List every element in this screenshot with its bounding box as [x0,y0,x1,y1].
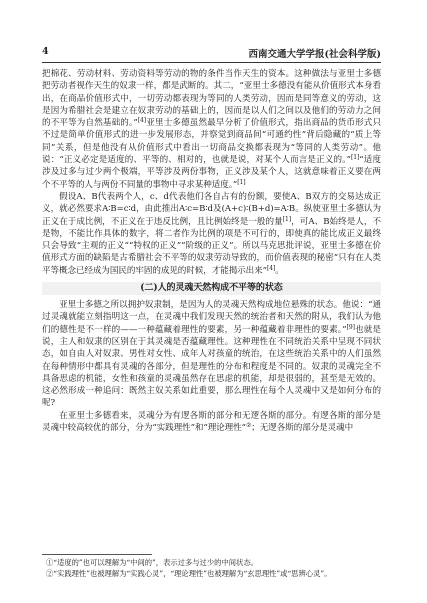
citation-ref: [4] [266,264,276,272]
paragraph-2 [42,191,381,277]
paragraph-3-text: 亚里士多德之所以拥护奴隶制，是因为人的灵魂天然构成地位悬殊的状态。他说：“通过灵魂就能立刻指明这一点，在灵魂中我们发现天然的统治者和天然的附从，我们认为他们的德性是不一样的——一种蕴藏着理性的要素，另一种蕴藏着非理性的要素。” [42,300,381,335]
footnote-1: ①“适度的”也可以理解为“中间的”，表示过多与过少的中间状态。 [46,558,258,567]
citation-ref: [1] [282,215,292,223]
citation-ref: [1] [350,154,360,162]
header-rule [42,62,381,63]
page-number: 4 [42,46,49,57]
paragraph-1-text: 把棉花、劳动材料、劳动资料等劳动的物的条件当作天生的资本。这种做法与亚里士多德把劳动者视作天生的奴隶一样，都是武断的。其二，“亚里士多德没有能从价值形式本身看出，在商品价值形式中，一切劳动都表现为等同的人类劳动，因而是同等意义的劳动，这是因为希腊社会是建立在奴隶劳动的基础上的，因而是以人们之间以及他们的劳动力之间的不平等为自然基础的。” [42,69,381,129]
footnotes [46,557,381,579]
citation-ref: [1] [237,178,246,186]
footnote-rule [42,554,152,555]
paragraph-1-text-c: “适度涉及过多与过少两个极端，平等涉及两份事物，正义涉及某个人，这就意味着正义要在两个不平等的人与两份不同量的事物中寻求某种适度。” [42,155,381,190]
footnote-2: ②“实践理性”也被理解为“实践心灵”，“理论理性”也被理解为“玄思理性”或“思辨心灵”。 [46,569,332,578]
paragraph-2-text: 假设A、B代表两个人，c、d代表他们各自占有的份额，要使A、B双方的交易达成正义，就必然要求A∶B=c∶d，由此推出A∶c=B∶d及(A+c)∶(B+d)=A∶B。纵使亚里士多德认为正义在于成比例，不正义在于违反比例，且比例始终是一般的量 [42,191,381,227]
section-heading: (二)人的灵魂天然构成不平等的状态 [42,282,381,295]
article-body [42,68,381,434]
citation-ref: [9] [346,323,355,331]
running-header [42,46,381,62]
paragraph-4 [42,410,381,435]
paragraph-4-text: 在亚里士多德看来，灵魂分为有逻各斯的部分和无逻各斯的部分。有逻各斯的部分是灵魂中较高较优的部分，分为“实践理性”和“理论理性” [42,410,381,434]
paragraph-3-text-b: 也就是说，主人和奴隶的区别在于其灵魂是否蕴藏理性。这种理性在不同统治关系中呈现不同状态，如自由人对奴隶、男性对女性、成年人对孩童的统治，在这些统治关系中的人们虽然在每种情形中都具有灵魂的各部分，但是理性的分布和程度是不同的。奴隶的灵魂完全不具备思虑的机能，女性和孩童的灵魂虽然存在思虑的机能，却是很弱的，甚至是无效的。这必然形成一种追问：既然主奴关系如此重要，那么理性在每个人灵魂中又是如何分布的呢? [42,324,381,409]
footnote-ref: ② [245,422,252,430]
journal-title: 西南交通大学学报(社会科学版) [248,49,381,60]
paragraph-1-text-b: 亚里士多德虽然最早分析了价值形式，指出商品的货币形式只不过是简单价值形式的进一步发展形态，并察觉到商品间“可通约性”背后隐藏的“质上等同”关系，但是他没有从价值形式中看出一切商品交换都表现为“等同的人类劳动”。他说：“正义必定是适度的、平等的、相对的，也就是说，对某个人而言是正义的。” [42,118,381,166]
paragraph-2-text-c: 。 [275,265,284,276]
paragraph-1 [42,68,381,191]
paragraph-3 [42,299,381,410]
paragraph-4-text-b: ；无逻各斯的部分是灵魂中 [251,423,354,434]
citation-ref: [4] [137,117,147,125]
paragraph-2-text-b: ，可A、B始终是人，不是物，不能比作具体的数字，将二者作为比例的项是不可行的，即使真的能比成正义最终只会导致“主观的正义”“特权的正义”“阶级的正义”。所以马克思批评说，亚里士多德在价值形式方面的缺陷是古希腊社会不平等的奴隶劳动导致的，而价值表现的秘密“只有在人类平等概念已经成为国民的牢固的成见的时候，才能揭示出来” [42,216,381,276]
